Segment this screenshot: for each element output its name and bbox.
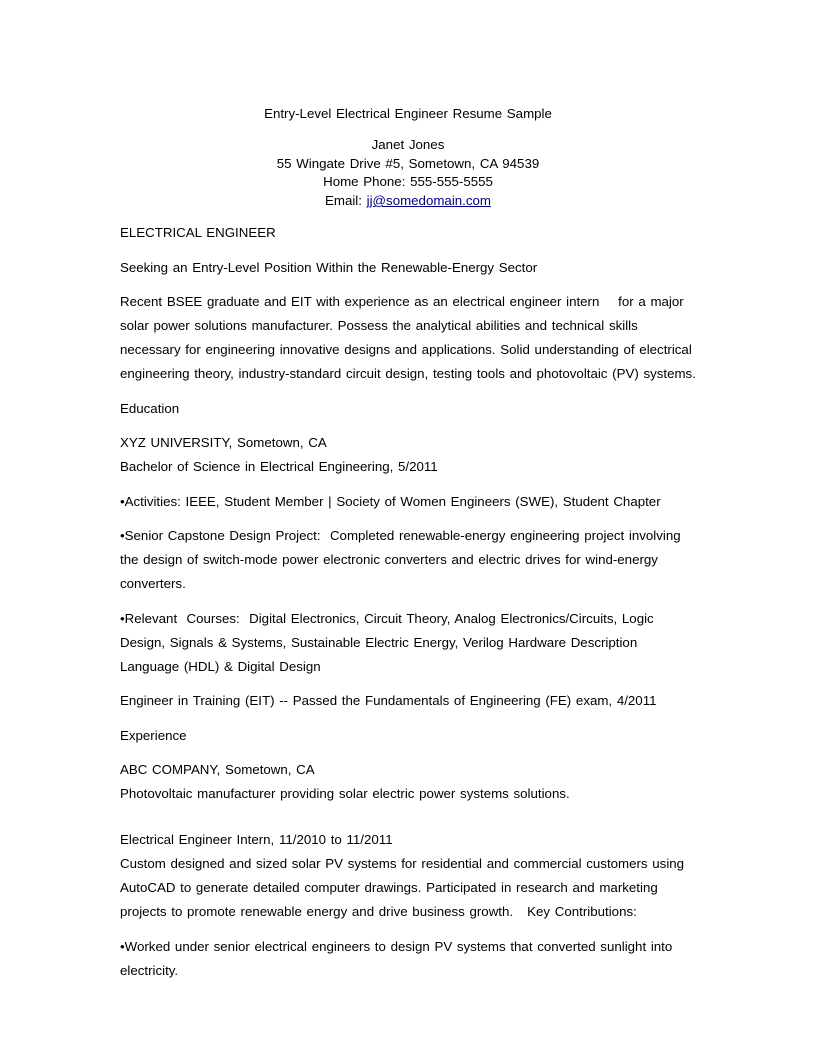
bullet-icon: • bbox=[120, 528, 125, 544]
summary: Recent BSEE graduate and EIT with experience as an electrical engineer intern for a major solar power solutions manufacturer. Possess the analytical abilities and technical skills necessary for engineering innovative designs and applications. Solid understanding of electrical engineering theory, industry-standard circuit design, testing tools and photovoltaic (PV) systems. bbox=[120, 294, 697, 382]
education-degree: Bachelor of Science in Electrical Engineering, 5/2011 bbox=[120, 459, 438, 475]
experience-role-description: Custom designed and sized solar PV systems for residential and commercial customers using AutoCAD to generate detailed computer drawings. Participated in research and marketing projects to promote renewable energy and drive business growth. Key Contributions: bbox=[120, 856, 689, 920]
education-bullet-text: Senior Capstone Design Project: Completed renewable-energy engineering project involving the design of switch-mode power electronic converters and electric drives for wind-energy converters. bbox=[120, 528, 686, 592]
email-link[interactable]: jj@somedomain.com bbox=[366, 193, 491, 209]
contact-address: 55 Wingate Drive #5, Sometown, CA 94539 bbox=[276, 155, 540, 171]
bullet-icon: • bbox=[120, 493, 125, 509]
education-school: XYZ UNIVERSITY, Sometown, CA bbox=[120, 435, 327, 451]
bullet-icon: • bbox=[120, 938, 125, 954]
education-heading: Education bbox=[120, 400, 180, 416]
education-certification: Engineer in Training (EIT) -- Passed the Fundamentals of Engineering (FE) exam, 4/2011 bbox=[120, 693, 657, 709]
experience-company: ABC COMPANY, Sometown, CA bbox=[120, 762, 315, 778]
contact-email-label: Email: bbox=[325, 193, 367, 209]
experience-role-block bbox=[120, 828, 696, 924]
education-school-block bbox=[120, 431, 696, 479]
experience-heading: Experience bbox=[120, 727, 187, 743]
experience-bullet-text: Worked under senior electrical engineers to design PV systems that converted sunlight into electricity. bbox=[120, 938, 677, 978]
doc-title: Entry-Level Electrical Engineer Resume Sample bbox=[264, 106, 552, 121]
experience-company-description: Photovoltaic manufacturer providing solar electric power systems solutions. bbox=[120, 786, 570, 802]
experience-role: Electrical Engineer Intern, 11/2010 to 11/2011 bbox=[120, 832, 393, 848]
bullet-icon: • bbox=[120, 610, 125, 626]
objective: Seeking an Entry-Level Position Within the Renewable-Energy Sector bbox=[120, 259, 538, 275]
experience-company-block bbox=[120, 758, 696, 806]
experience-bullet-worked bbox=[120, 935, 696, 983]
education-bullet-text: Activities: IEEE, Student Member | Society of Women Engineers (SWE), Student Chapter bbox=[124, 493, 661, 509]
contact-email-line bbox=[120, 192, 696, 211]
contact-block bbox=[120, 136, 696, 211]
education-bullet-text: Relevant Courses: Digital Electronics, Circuit Theory, Analog Electronics/Circuits, Logic Design, Signals & Systems, Sustainable Electric Energy, Verilog Hardware Description Language (HDL) & Digital Design bbox=[120, 610, 659, 674]
education-bullet-courses bbox=[120, 607, 696, 679]
headline: ELECTRICAL ENGINEER bbox=[120, 225, 276, 241]
contact-phone: Home Phone: 555-555-5555 bbox=[323, 174, 493, 190]
education-bullet-capstone bbox=[120, 524, 696, 596]
contact-name: Janet Jones bbox=[371, 137, 445, 152]
education-bullet-activities bbox=[120, 490, 696, 514]
